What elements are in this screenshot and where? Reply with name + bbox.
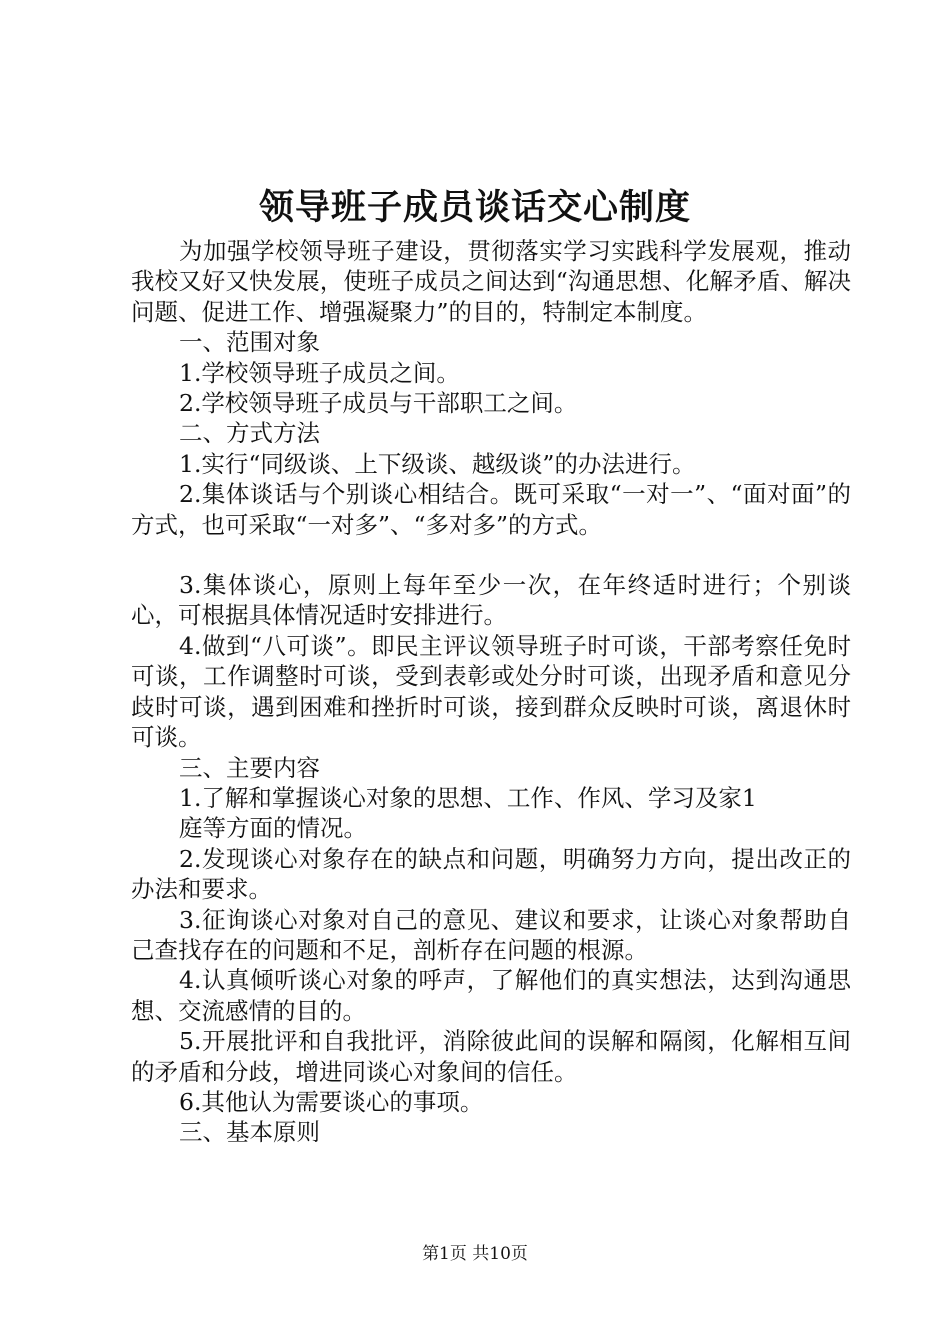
page-footer: 第1页 共10页 (422, 1244, 528, 1264)
list-item: 4.认真倾听谈心对象的呼声，了解他们的真实想法，达到沟通思想、交流感情的目的。 (131, 966, 851, 1025)
section-heading-principles: 三、基本原则 (179, 1118, 320, 1147)
list-item: 2.发现谈心对象存在的缺点和问题，明确努力方向，提出改正的办法和要求。 (131, 844, 851, 904)
list-item: 1.了解和掌握谈心对象的思想、工作、作风、学习及家1 (179, 783, 757, 812)
list-item: 3.征询谈心对象对自己的意见、建议和要求，让谈心对象帮助自己查找存在的问题和不足，剖析存在问题的根源。 (131, 905, 851, 964)
list-item: 2.集体谈话与个别谈心相结合。既可采取“一对一”、“面对面”的方式，也可采取“一对多”、“多对多”的方式。 (131, 480, 851, 539)
document-title: 领导班子成员谈话交心制度 (258, 187, 691, 228)
list-item: 4.做到“八可谈”。即民主评议领导班子时可谈，干部考察任免时可谈，工作调整时可谈，受到表彰或处分时可谈，出现矛盾和意见分歧时可谈，遇到困难和挫折时可谈，接到群众反映时可谈，离退休时可谈。 (131, 631, 851, 752)
list-item: 2.学校领导班子成员与干部职工之间。 (179, 389, 578, 418)
list-item: 5.开展批评和自我批评，消除彼此间的误解和隔阂，化解相互间的矛盾和分歧，增进同谈心对象间的信任。 (131, 1027, 851, 1086)
list-item-continuation: 庭等方面的情况。 (179, 814, 367, 843)
section-heading-scope: 一、范围对象 (179, 328, 320, 357)
list-item: 1.实行“同级谈、上下级谈、越级谈”的办法进行。 (179, 449, 696, 478)
list-item: 1.学校领导班子成员之间。 (179, 358, 460, 387)
section-heading-methods: 二、方式方法 (179, 419, 320, 448)
blank-line (131, 540, 851, 570)
intro-paragraph: 为加强学校领导班子建设，贯彻落实学习实践科学发展观，推动我校又好又快发展，使班子成员之间达到“沟通思想、化解矛盾、解决问题、促进工作、增强凝聚力”的目的，特制定本制度。 (131, 237, 851, 326)
section-heading-content: 三、主要内容 (179, 753, 320, 782)
list-item: 3.集体谈心，原则上每年至少一次，在年终适时进行；个别谈心，可根据具体情况适时安排进行。 (131, 571, 851, 630)
document-body (131, 236, 851, 1148)
list-item: 6.其他认为需要谈心的事项。 (179, 1087, 484, 1116)
